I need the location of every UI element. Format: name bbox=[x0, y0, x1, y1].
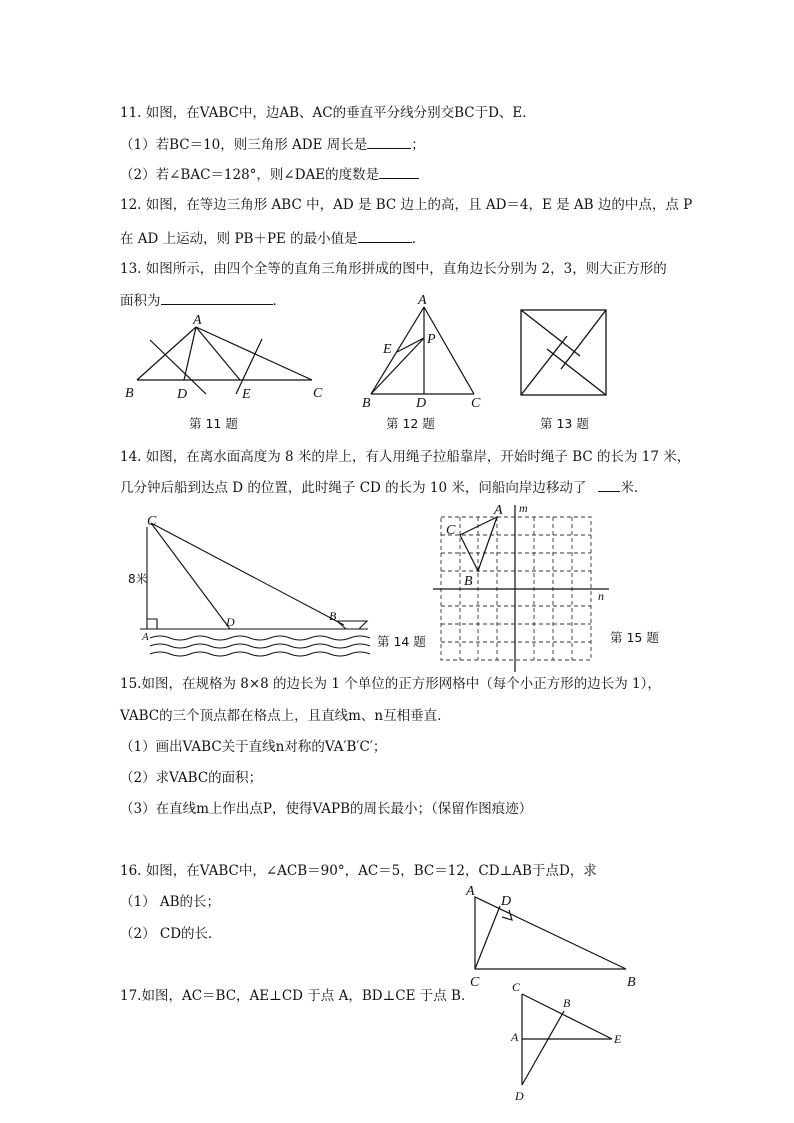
fig12-label-p: P bbox=[427, 332, 436, 347]
fig14-caption: 第 14 题 bbox=[377, 634, 426, 649]
fig14-label-a: A bbox=[142, 631, 149, 643]
q16-line3: （2） CD的长． bbox=[120, 926, 222, 942]
fig11-bisector-ab bbox=[150, 340, 206, 394]
fig11-side-ac bbox=[196, 327, 312, 380]
q11-line1: 11. 如图，在VABC中，边AB、AC的垂直平分线分别交BC于D、E． bbox=[120, 105, 536, 121]
fig11-label-d: D bbox=[177, 387, 188, 402]
q11-line3-text: （2）若∠BAC＝128°，则∠DAE的度数是 bbox=[120, 167, 380, 183]
fig16-label-c: C bbox=[470, 975, 480, 990]
fig17-label-a: A bbox=[511, 1030, 519, 1044]
fig16-right-angle-d bbox=[502, 910, 512, 920]
fig17-label-c: C bbox=[512, 980, 521, 994]
q12-line1: 12. 如图，在等边三角形 ABC 中，AD 是 BC 边上的高，且 AD＝4，E 是 AB 边的中点，点 P bbox=[120, 197, 693, 213]
q13-line2-end: ． bbox=[272, 293, 286, 309]
q11-line2-end: ； bbox=[411, 137, 425, 153]
q15-line5: （3）在直线m上作出点P，使得VAPB的周长最小；（保留作图痕迹） bbox=[120, 801, 533, 817]
fig12-side-ab bbox=[371, 307, 424, 394]
fig14-boat bbox=[337, 621, 367, 629]
fig14-right-angle bbox=[147, 619, 157, 629]
fig13-triangle-1 bbox=[521, 310, 580, 356]
fig16-label-b: B bbox=[627, 975, 636, 990]
fig15-label-m: m bbox=[519, 501, 528, 515]
q12-line2-end: ． bbox=[411, 231, 426, 247]
fig14-wave-2 bbox=[150, 644, 370, 648]
fig11-caption: 第 11 题 bbox=[189, 416, 238, 431]
fig15-label-n: n bbox=[598, 589, 604, 603]
fig12-label-a: A bbox=[418, 293, 427, 308]
q11-line2-text: （1）若BC＝10，则三角形 ADE 周长是 bbox=[120, 137, 368, 153]
fig13-caption: 第 13 题 bbox=[540, 416, 589, 431]
fig17-label-e: E bbox=[614, 1032, 622, 1046]
fig11-label-c: C bbox=[313, 386, 323, 401]
fig12-label-e: E bbox=[383, 342, 392, 357]
fig14-wave-1 bbox=[150, 636, 370, 640]
q17-line1: 17.如图，AC＝BC，AE⊥CD 于点 A，BD⊥CE 于点 B． bbox=[120, 988, 475, 1004]
fig12-label-c: C bbox=[471, 396, 481, 411]
q16-line2: （1） AB的长； bbox=[120, 894, 221, 910]
fig14-rope-cb bbox=[151, 523, 344, 625]
fig13-triangle-2 bbox=[561, 310, 606, 369]
fig12-segment-bp bbox=[371, 338, 424, 394]
fig11-label-b: B bbox=[125, 386, 134, 401]
fig11-label-e: E bbox=[242, 387, 251, 402]
fig15-caption: 第 15 题 bbox=[610, 630, 659, 645]
fig17-segment-bd bbox=[522, 1011, 564, 1085]
fig11-segment-ae bbox=[196, 327, 240, 380]
fig15-triangle-abc bbox=[460, 517, 497, 571]
fig11-segment-ad bbox=[184, 327, 196, 380]
fig17-label-d: D bbox=[515, 1089, 524, 1103]
fig14-label-d: D bbox=[226, 615, 235, 629]
fig15-label-a: A bbox=[494, 503, 503, 518]
q14-line2-text: 几分钟后船到达点 D 的位置，此时绳子 CD 的长为 10 米，问船向岸边移动了 bbox=[120, 480, 587, 496]
q12-line2-text: 在 AD 上运动，则 PB＋PE 的最小值是 bbox=[120, 231, 358, 247]
fig16-label-d: D bbox=[501, 894, 512, 909]
fig17-label-b: B bbox=[563, 996, 571, 1010]
fig14-label-c: C bbox=[147, 514, 157, 529]
q15-line2: VABC的三个顶点都在格点上，且直线m、n互相垂直． bbox=[120, 708, 451, 724]
fig11-side-ab bbox=[137, 327, 196, 380]
fig13-triangle-3 bbox=[547, 349, 606, 395]
q14-line1: 14. 如图，在离水面高度为 8 米的岸上，有人用绳子拉船靠岸，开始时绳子 BC 的长为 17 米， bbox=[120, 449, 691, 465]
fig12-label-b: B bbox=[362, 396, 371, 411]
fig14-label-b: B bbox=[329, 609, 337, 623]
q15-line3: （1）画出VABC关于直线n对称的VA′B′C′； bbox=[120, 739, 387, 755]
q13-line2-text: 面积为 bbox=[120, 293, 161, 309]
fig12-side-ac bbox=[424, 307, 474, 394]
fig12-label-d: D bbox=[416, 396, 427, 411]
q15-line1: 15.如图，在规格为 8×8 的边长为 1 个单位的正方形网格中（每个小正方形的边长为 1）， bbox=[120, 676, 661, 692]
fig13-triangle-4 bbox=[521, 336, 567, 395]
fig14-height-label: 8米 bbox=[128, 572, 148, 586]
q16-line1: 16. 如图，在VABC中，∠ACB＝90°，AC＝5，BC＝12，CD⊥AB于点D，求 bbox=[120, 863, 597, 879]
q14-line2 bbox=[120, 478, 647, 497]
fig15-label-b: B bbox=[464, 574, 473, 589]
fig14-wave-3 bbox=[150, 652, 370, 656]
fig15-label-c: C bbox=[446, 523, 456, 538]
q13-line1: 13. 如图所示，由四个全等的直角三角形拼成的图中，直角边长分别为 2，3，则大正方形的 bbox=[120, 261, 667, 277]
fig16-triangle-abc bbox=[475, 897, 626, 969]
fig16-label-a: A bbox=[466, 884, 475, 899]
fig14-rope-cd bbox=[151, 523, 230, 629]
fig12-caption: 第 12 题 bbox=[386, 416, 435, 431]
fig11-label-a: A bbox=[193, 313, 202, 328]
q14-blank[interactable] bbox=[598, 478, 620, 492]
q15-line4: （2）求VABC的面积； bbox=[120, 770, 263, 786]
fig16-segment-cd bbox=[475, 906, 500, 969]
q14-line2-end: 米． bbox=[620, 480, 648, 496]
fig13-outer-square bbox=[521, 310, 606, 395]
